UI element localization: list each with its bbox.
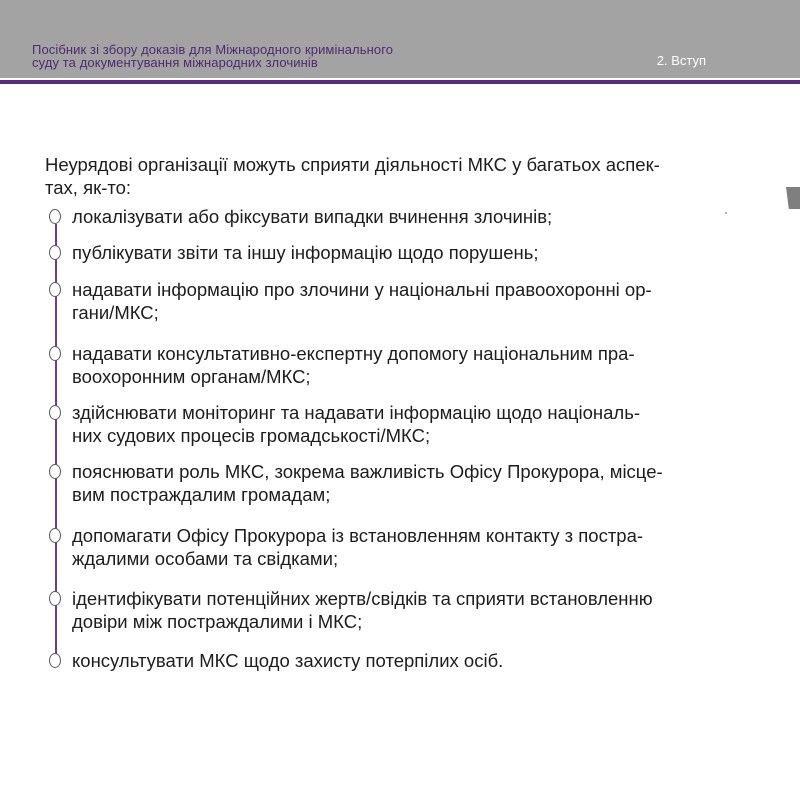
- bullet-circle-icon: [49, 245, 61, 260]
- bullet-circle-icon: [49, 405, 61, 420]
- document-title-line-1: Посібник зі збору доказів для Міжнародного кримінального: [32, 42, 394, 57]
- list-item: [72, 524, 708, 570]
- header-accent-divider: [0, 80, 800, 84]
- decorative-dot: [725, 212, 727, 214]
- document-title: [32, 43, 472, 69]
- list-item: [72, 241, 708, 264]
- list-item-line: надавати консультативно-експертну допомогу національним пра-: [72, 343, 635, 364]
- list-item-line: них судових процесів громадськості/МКС;: [72, 425, 431, 446]
- list-item-line: ждалими особами та свідками;: [72, 548, 339, 569]
- list-item-line: пояснювати роль МКС, зокрема важливість Офісу Прокурора, місце-: [72, 461, 663, 482]
- section-label: 2. Вступ: [656, 53, 706, 68]
- list-item-line: публікувати звіти та іншу інформацію щодо порушень;: [72, 242, 539, 263]
- list-item-line: ідентифікувати потенційних жертв/свідків та сприяти встановленню: [72, 588, 653, 609]
- list-item: [72, 649, 708, 672]
- list-item-line: довіри між постраждалими і МКС;: [72, 611, 363, 632]
- list-item-line: консультувати МКС щодо захисту потерпілих осіб.: [72, 650, 504, 671]
- list-item-line: локалізувати або фіксувати випадки вчинення злочинів;: [72, 206, 553, 227]
- list-item-line: гани/МКС;: [72, 302, 159, 323]
- list-item: [72, 460, 708, 506]
- bullet-circle-icon: [49, 653, 61, 668]
- list-item: [72, 401, 708, 447]
- list-item: [72, 342, 708, 388]
- bullet-circle-icon: [49, 528, 61, 543]
- list-item-line: надавати інформацію про злочини у національні правоохоронні ор-: [72, 279, 652, 300]
- list-item-line: вим постраждалим громадам;: [72, 484, 331, 505]
- intro-paragraph-line-1: Неурядові організації можуть сприяти діяльності МКС у багатьох аспек-: [45, 154, 660, 175]
- bullet-circle-icon: [49, 346, 61, 361]
- list-item: [72, 278, 708, 324]
- list-item: [72, 587, 708, 633]
- list-item-line: здійснювати моніторинг та надавати інформацію щодо національ-: [72, 402, 641, 423]
- bullet-circle-icon: [49, 591, 61, 606]
- list-item-line: воохоронним органам/МКС;: [72, 366, 311, 387]
- list-item-line: допомагати Офісу Прокурора із встановленням контакту з постра-: [72, 525, 644, 546]
- document-title-line-2: суду та документування міжнародних злочинів: [32, 55, 318, 70]
- intro-paragraph-line-2: тах, як-то:: [45, 177, 132, 198]
- side-tab-marker: [786, 187, 800, 209]
- list-item: [72, 205, 708, 228]
- bullet-circle-icon: [49, 209, 61, 224]
- bullet-circle-icon: [49, 464, 61, 479]
- bullet-circle-icon: [49, 282, 61, 297]
- page-header: [0, 0, 800, 78]
